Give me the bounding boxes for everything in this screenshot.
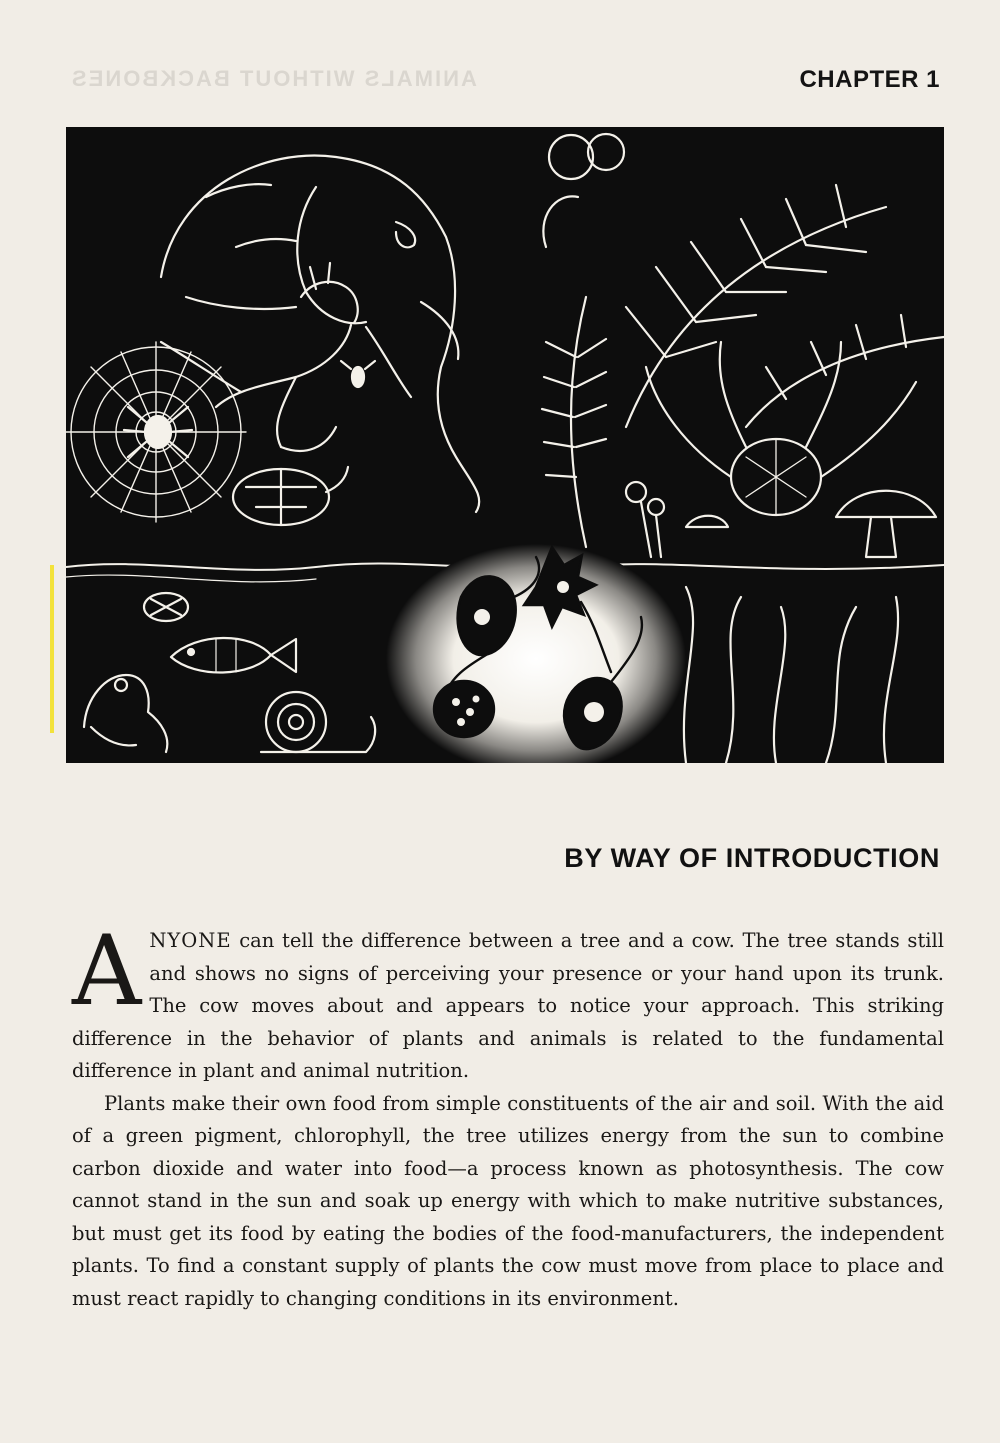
water-plants bbox=[684, 587, 898, 763]
microscope-glow bbox=[386, 544, 686, 763]
drop-cap: A bbox=[72, 915, 142, 1027]
flowers-figure bbox=[626, 482, 664, 557]
spider-figure bbox=[124, 407, 192, 457]
frog-figure bbox=[84, 675, 167, 752]
lead-word: NYONE bbox=[149, 929, 232, 952]
fish-figure bbox=[171, 638, 296, 673]
show-through-running-head: ANIMALS WITHOUT BACKBONES bbox=[70, 66, 477, 91]
palm-fronds bbox=[626, 185, 944, 427]
small-turtle-figure bbox=[144, 593, 188, 621]
elephant-figure bbox=[161, 156, 479, 513]
yellow-margin-mark bbox=[50, 565, 54, 733]
paragraph-1-text: can tell the difference between a tree and a cow. The tree stands still and shows no signs of perceiving your presence or your hand upon its trunk. The cow moves about and appears to notice your approach. This striking difference in the behavior of plants and animals is related to the fundamental difference in plant and animal nutrition. bbox=[72, 929, 944, 1082]
fruit-cluster bbox=[543, 134, 624, 247]
paragraph-2: Plants make their own food from simple constituents of the air and soil. With the aid of a green pigment, chlorophyll, the tree utilizes energy from the sun to combine carbon dioxide and water into food—a process known as photosynthesis. The cow cannot stand in the sun and soak up energy with which to make nutritive substances, but must get its food by eating the bodies of the food-manufacturers, the independent plants. To find a constant supply of plants the cow must move from place to place and must react rapidly to changing conditions in its environment. bbox=[72, 1091, 944, 1310]
cycad-figure bbox=[646, 342, 916, 515]
body-text bbox=[72, 915, 944, 1315]
fern-figure bbox=[542, 297, 606, 547]
deer-figure bbox=[161, 263, 358, 451]
paragraph-1 bbox=[72, 915, 944, 1088]
snail-figure bbox=[261, 692, 375, 752]
chapter-illustration bbox=[66, 127, 944, 763]
turtle-figure bbox=[233, 467, 348, 525]
section-title: BY WAY OF INTRODUCTION bbox=[564, 843, 940, 873]
fly-figure bbox=[341, 361, 375, 387]
woodcut-scene bbox=[66, 127, 944, 763]
chapter-label: CHAPTER 1 bbox=[799, 66, 940, 93]
